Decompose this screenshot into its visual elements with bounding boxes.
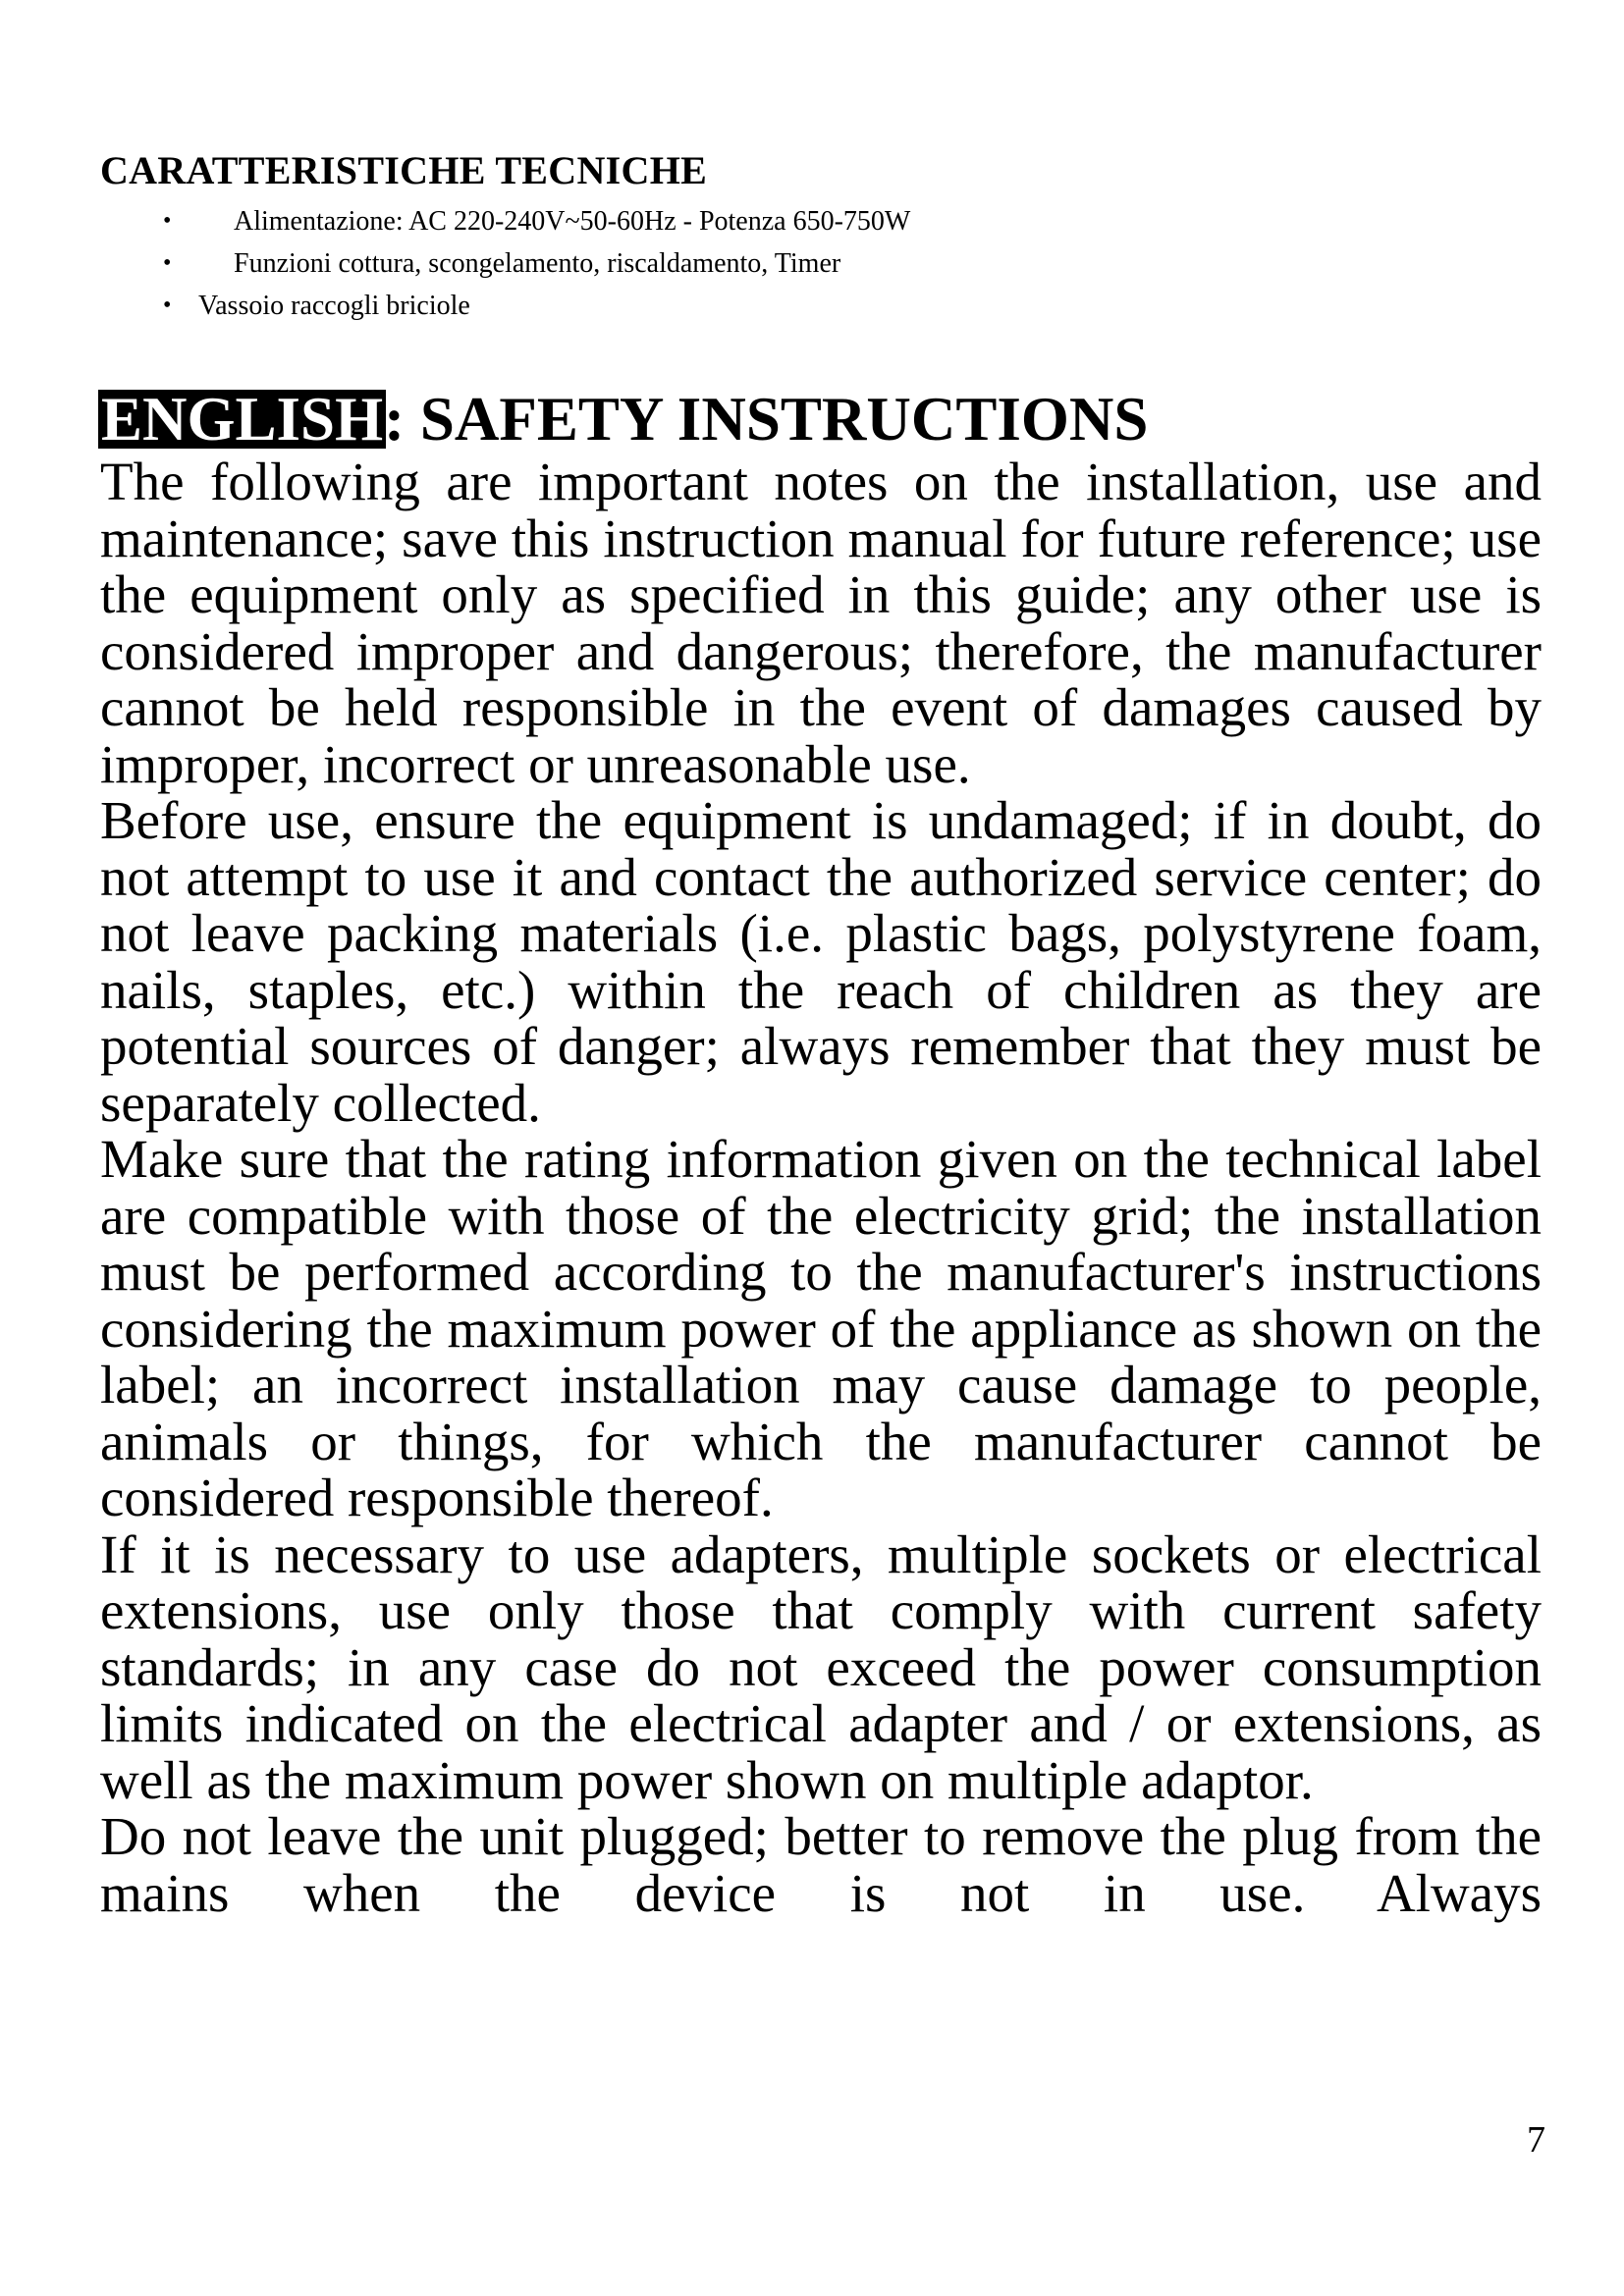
page-number: 7 [1527, 2119, 1545, 2161]
english-safety-section [100, 385, 1542, 1921]
bullet-icon: • [163, 208, 172, 234]
paragraph-adapters: If it is necessary to use adapters, multiple sockets or electrical extensions, use only those that comply with current safety standards; in any case do not exceed the power consumption limits indicated on the electrical adapter and / or extensions, as well as the maximum power shown on multiple adaptor. [100, 1523, 1542, 1810]
paragraph-before-use: Before use, ensure the equipment is undamaged; if in doubt, do not attempt to use it and contact the authorized service center; do not leave packing materials (i.e. plastic bags, polystyrene foam, nails, staples, etc.) within the reach of children as they are potential sources of danger; always remember that they must be separately collected. [100, 790, 1542, 1133]
language-label: ENGLISH [101, 385, 384, 454]
paragraph-intro: The following are important notes on the installation, use and maintenance; save this instruction manual for future reference; use the equipment only as specified in this guide; any other use is considered improper and dangerous; therefore, the manufacturer cannot be held responsible in the event of damages caused by improper, incorrect or unreasonable use. [100, 452, 1542, 794]
bullet-icon: • [163, 293, 172, 318]
spec-text: Alimentazione: AC 220-240V~50-60Hz - Potenza 650-750W [234, 206, 911, 237]
bullet-icon: • [163, 250, 172, 276]
technical-specs-list [100, 200, 1534, 327]
paragraph-rating-info: Make sure that the rating information given on the technical label are compatible with those of the electricity grid; the installation must be performed according to the manufacturer's instructions considering the maximum power of the appliance as shown on the label; an incorrect installation may cause damage to people, animals or things, for which the manufacturer cannot be considered responsible thereof. [100, 1129, 1542, 1527]
technical-specs-heading: CARATTERISTICHE TECNICHE [100, 148, 708, 192]
safety-instructions-heading [100, 385, 1542, 454]
safety-heading-text: : SAFETY INSTRUCTIONS [384, 385, 1149, 454]
spec-text: Vassoio raccogli briciole [198, 291, 470, 321]
spec-item-power [100, 200, 1534, 242]
spec-text: Funzioni cottura, scongelamento, riscaldamento, Timer [234, 248, 841, 279]
safety-body [100, 454, 1542, 1921]
spec-item-crumb-tray [100, 285, 1534, 327]
technical-specs-section [100, 145, 1534, 327]
spec-item-functions [100, 242, 1534, 285]
paragraph-unplug: Do not leave the unit plugged; better to remove the plug from the mains when the device is not in use. Always [100, 1806, 1542, 1923]
